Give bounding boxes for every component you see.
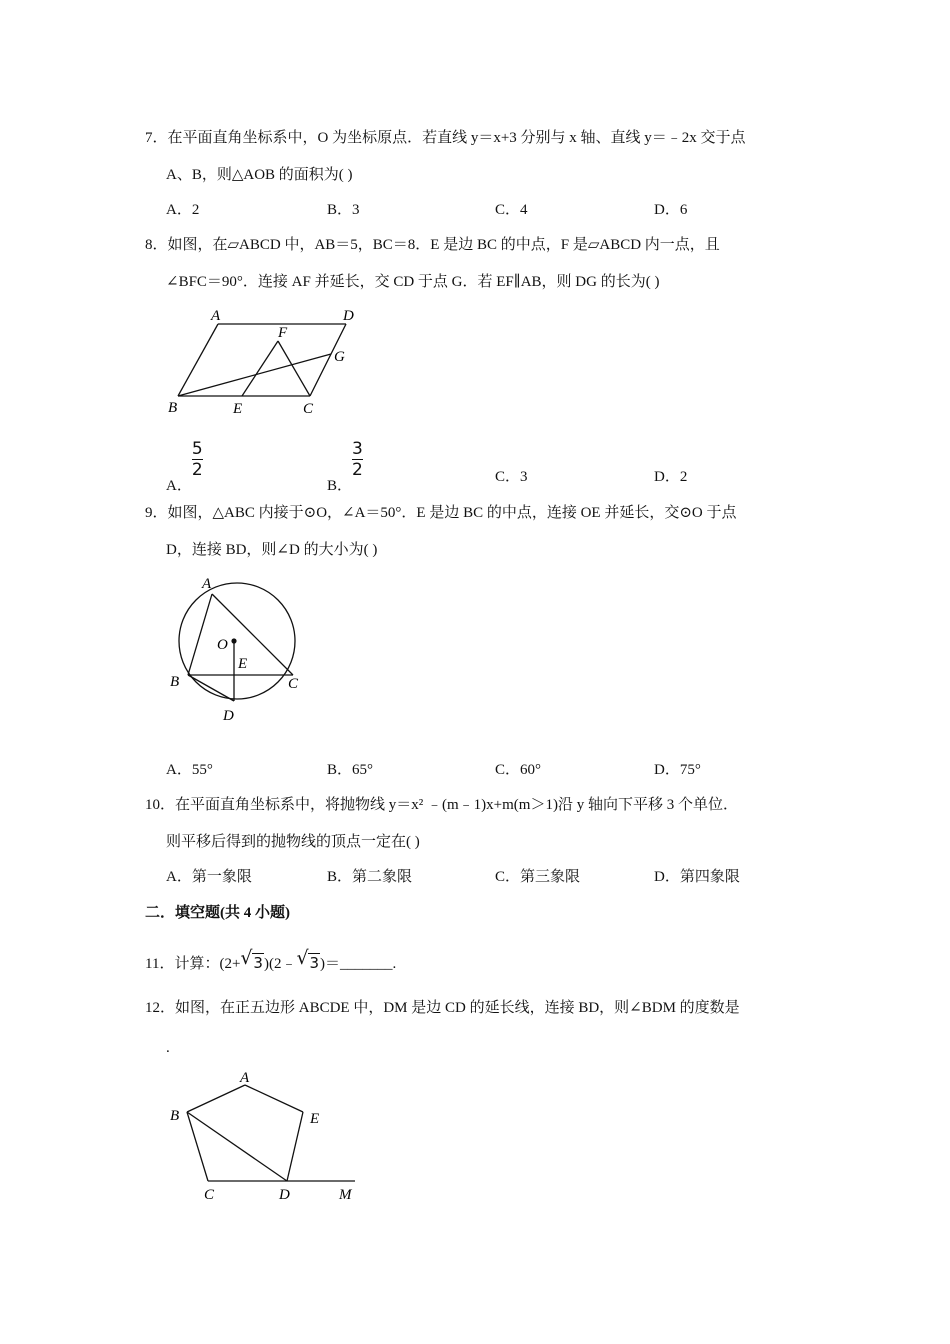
q7-option-d: D．6 [654,202,688,218]
q7-line2: A、B，则△AOB 的面积为( ) [166,167,353,183]
q8-label-a: A [211,308,221,324]
q8-option-a-denominator: 2 [191,460,203,480]
q8-option-a: A． $\frac{5}{2}$ [166,439,203,494]
q12-label-d: D [279,1187,290,1203]
q9-option-c: C．60° [495,762,542,778]
q11-sqrt-1: √ 3 [240,947,263,972]
q10-option-a: A．第一象限 [166,869,252,885]
q9-option-a: A．55° [166,762,213,778]
q10-line1: 10．在平面直角坐标系中，将抛物线 y＝x² ﹣(m﹣1)x+m(m＞1)沿 y 轴向下平移 3 个单位． [145,797,738,813]
q8-label-g: G [334,349,345,365]
q8-option-b: B． $\frac{3}{2}$ [327,439,363,494]
q9-option-d: D．75° [654,762,701,778]
q11-line: 11．计算：(2+ √ 3)(2﹣ √ 3)＝_______. [145,947,397,972]
q10-option-d: D．第四象限 [654,869,740,885]
q9-line2: D，连接 BD，则∠D 的大小为( ) [166,542,378,558]
q12-label-m: M [339,1187,352,1203]
q9-label-e: E [238,656,248,672]
q10-option-b: B．第二象限 [327,869,413,885]
q7-option-a: A．2 [166,202,200,218]
q9-line1: 9．如图，△ABC 内接于⊙O，∠A＝50°．E 是边 BC 的中点，连接 OE 并延长，交⊙O 于点 [145,505,737,521]
q11-sqrt-2: √ 3 [296,947,319,972]
q9-label-a: A [202,576,212,592]
q7-line1: 7．在平面直角坐标系中，O 为坐标原点．若直线 y＝x+3 分别与 x 轴、直线 y＝﹣2x 交于点 [145,130,746,146]
q10-option-c: C．第三象限 [495,869,581,885]
q8-option-a-numerator: 5 [191,439,203,459]
q8-label-c: C [303,401,314,417]
q12-line2: . [166,1040,170,1056]
q8-option-b-denominator: 2 [352,460,363,480]
q8-label-b: B [168,400,178,416]
q12-label-c: C [204,1187,215,1203]
q12-line1: 12．如图，在正五边形 ABCDE 中，DM 是边 CD 的延长线，连接 BD，则∠BDM 的度数是 [145,1000,740,1016]
q7-option-b: B．3 [327,202,360,218]
q12-pentagon-figure [160,1065,370,1210]
q10-line2: 则平移后得到的抛物线的顶点一定在( ) [166,834,420,850]
q8-option-d: D．2 [654,469,688,485]
q9-circle-figure [160,568,320,728]
q12-label-b: B [170,1108,180,1124]
q9-label-b: B [170,674,180,690]
q8-parallelogram-figure [160,300,370,425]
q12-label-a: A [240,1070,250,1086]
q9-label-d: D [223,708,234,724]
q8-option-c: C．3 [495,469,528,485]
q8-label-e: E [233,401,243,417]
q8-option-b-numerator: 3 [352,439,363,459]
q8-line1: 8．如图，在▱ABCD 中，AB＝5，BC＝8．E 是边 BC 的中点，F 是▱ABCD 内一点，且 [145,237,720,253]
section-title: 二．填空题(共 4 小题) [145,905,290,921]
q9-option-b: B．65° [327,762,374,778]
q7-option-c: C．4 [495,202,528,218]
q8-label-d: D [343,308,354,324]
q12-label-e: E [310,1111,320,1127]
q9-label-c: C [288,676,299,692]
q8-label-f: F [278,325,288,341]
q8-line2: ∠BFC＝90°．连接 AF 并延长，交 CD 于点 G．若 EF∥AB，则 DG 的长为( ) [166,274,660,290]
q9-label-o: O [217,637,228,653]
